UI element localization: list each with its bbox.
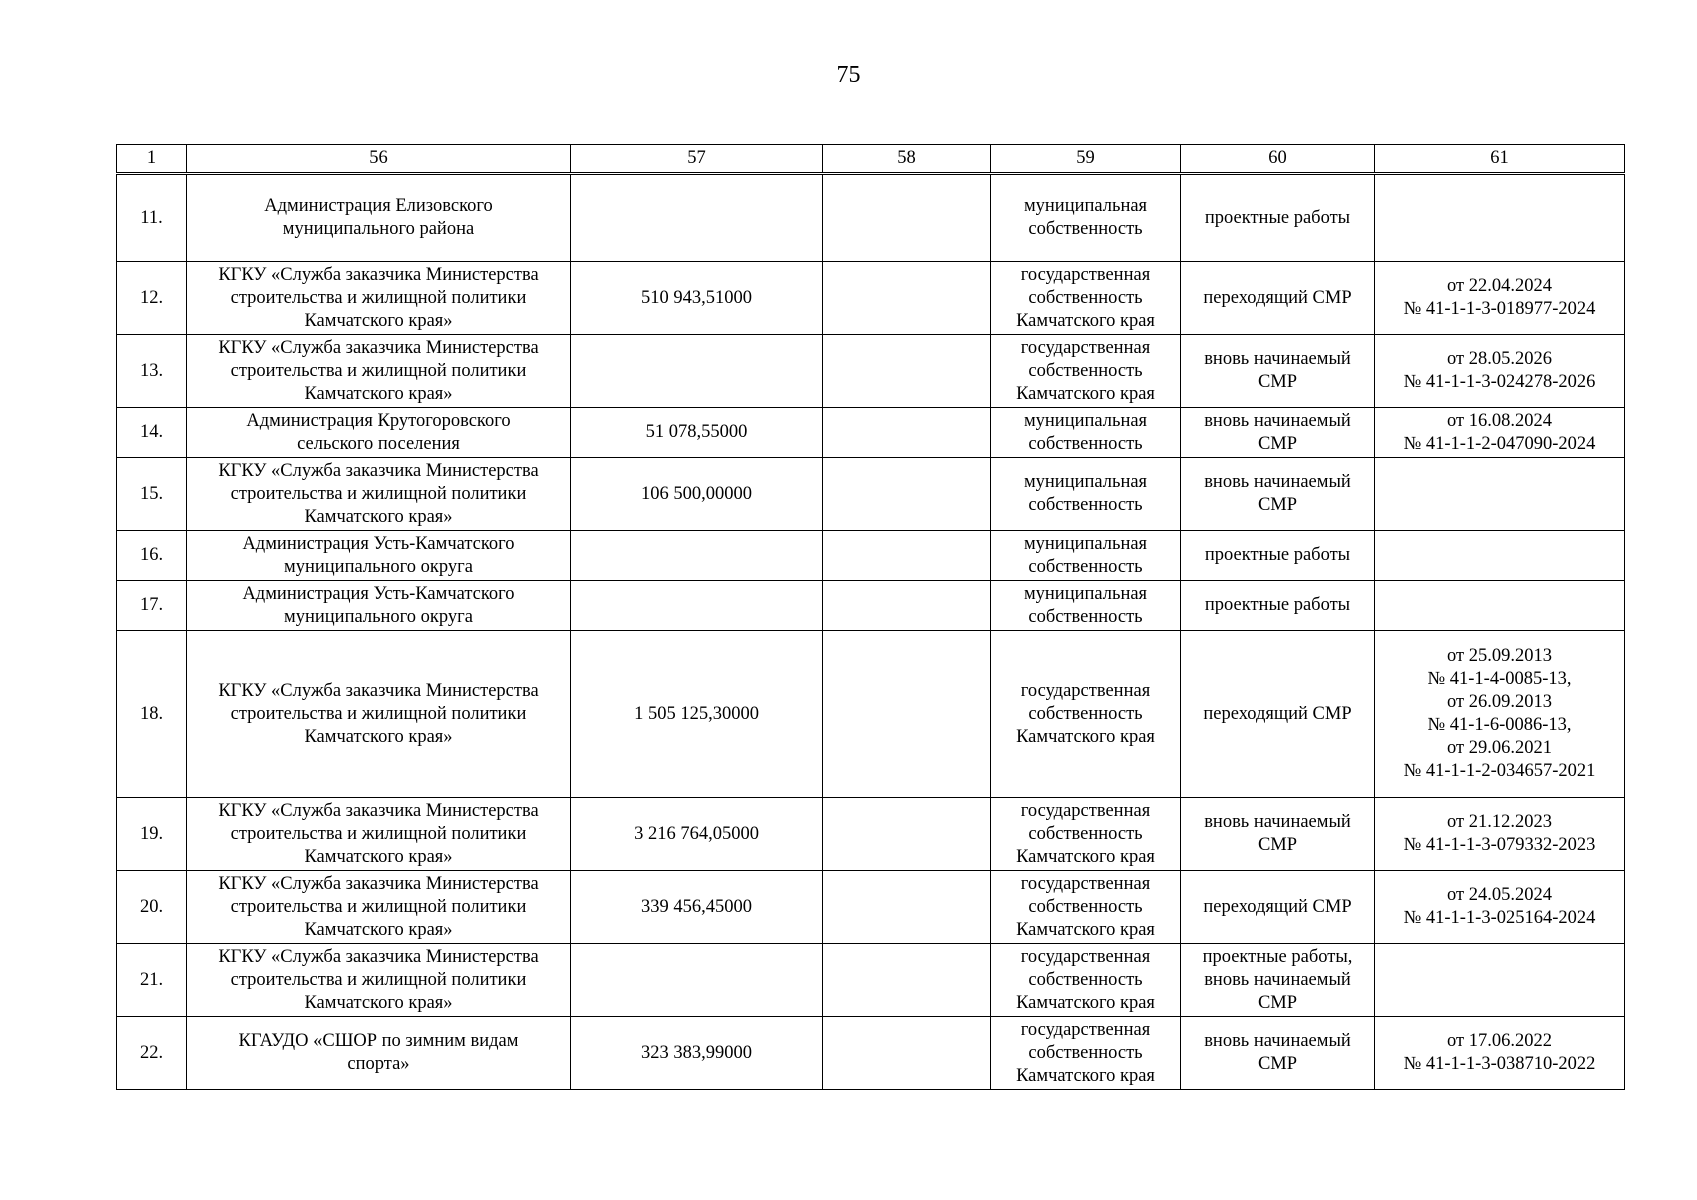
permit-cell — [1375, 262, 1625, 335]
organization-cell — [187, 262, 571, 335]
organization-cell-line: КГКУ «Служба заказчика Министерства — [218, 873, 539, 894]
permit-cell — [1375, 408, 1625, 458]
column-header: 59 — [991, 145, 1181, 174]
row-number-cell: 12. — [117, 262, 187, 335]
organization-cell-line: строительства и жилищной политики — [230, 969, 527, 990]
ownership-cell-line: собственность — [1028, 896, 1143, 917]
work-type-cell-line: СМР — [1257, 433, 1298, 454]
organization-cell-line: строительства и жилищной политики — [230, 287, 527, 308]
permit-cell-line: № 41-1-1-3-024278-2026 — [1403, 372, 1596, 392]
column-58-cell — [823, 944, 991, 1017]
organization-cell-line: спорта» — [347, 1054, 410, 1074]
organization-cell — [187, 581, 571, 631]
column-header: 61 — [1375, 145, 1625, 174]
organization-cell-line: Камчатского края» — [304, 992, 453, 1013]
amount-cell: 3 216 764,05000 — [571, 798, 823, 871]
amount-cell — [571, 581, 823, 631]
work-type-cell-line: вновь начинаемый — [1204, 1031, 1351, 1051]
organization-cell-line: строительства и жилищной политики — [230, 896, 527, 917]
table-row — [117, 581, 1625, 631]
column-58-cell — [823, 458, 991, 531]
header-row — [117, 145, 1625, 174]
organization-cell — [187, 798, 571, 871]
organization-cell-line: КГКУ «Служба заказчика Министерства — [218, 946, 539, 967]
permit-cell — [1375, 458, 1625, 531]
organization-cell-line: Камчатского края» — [304, 846, 453, 867]
permit-cell-line: от 22.04.2024 — [1447, 276, 1552, 296]
work-type-cell — [1181, 458, 1375, 531]
permit-cell-line: от 29.06.2021 — [1447, 738, 1552, 758]
column-58-cell — [823, 531, 991, 581]
organization-cell-line: Администрация Елизовского — [264, 196, 493, 216]
permit-cell-line: № 41-1-1-3-038710-2022 — [1403, 1054, 1596, 1074]
organization-cell — [187, 1017, 571, 1090]
table-row — [117, 944, 1625, 1017]
ownership-cell-line: государственная — [1020, 946, 1151, 967]
organization-cell — [187, 631, 571, 798]
organization-cell-line: Администрация Крутогоровского — [246, 410, 511, 431]
work-type-cell-line: вновь начинаемый — [1204, 349, 1351, 369]
work-type-cell — [1181, 174, 1375, 262]
ownership-cell-line: собственность — [1028, 360, 1143, 381]
row-number-cell: 20. — [117, 871, 187, 944]
ownership-cell-line: муниципальная — [1023, 533, 1148, 554]
row-number-cell: 16. — [117, 531, 187, 581]
amount-cell: 339 456,45000 — [571, 871, 823, 944]
ownership-cell-line: муниципальная — [1023, 196, 1148, 216]
table-row — [117, 335, 1625, 408]
amount-cell — [571, 531, 823, 581]
table-row — [117, 631, 1625, 798]
column-58-cell — [823, 798, 991, 871]
organization-cell-line: Камчатского края» — [304, 383, 453, 404]
organization-cell-line: Камчатского края» — [304, 506, 453, 527]
permit-cell-line: от 16.08.2024 — [1447, 410, 1552, 431]
ownership-cell — [991, 458, 1181, 531]
organization-cell-line: КГАУДО «СШОР по зимним видам — [238, 1031, 519, 1051]
permit-cell-line: № 41-1-1-3-018977-2024 — [1403, 299, 1596, 319]
ownership-cell-line: собственность — [1028, 606, 1143, 627]
table-body — [117, 174, 1625, 1090]
organization-cell-line: строительства и жилищной политики — [230, 483, 527, 504]
ownership-cell-line: собственность — [1028, 823, 1143, 844]
work-type-cell — [1181, 871, 1375, 944]
permit-cell-line: от 21.12.2023 — [1447, 812, 1552, 832]
ownership-cell-line: государственная — [1020, 264, 1151, 285]
organization-cell — [187, 531, 571, 581]
ownership-cell-line: муниципальная — [1023, 472, 1148, 492]
work-type-cell — [1181, 581, 1375, 631]
amount-cell — [571, 335, 823, 408]
row-number-cell: 11. — [117, 174, 187, 262]
table-row — [117, 1017, 1625, 1090]
amount-cell: 323 383,99000 — [571, 1017, 823, 1090]
ownership-cell-line: Камчатского края — [1016, 383, 1155, 404]
amount-cell — [571, 174, 823, 262]
work-type-cell-line: переходящий СМР — [1203, 703, 1352, 724]
column-header: 56 — [187, 145, 571, 174]
ownership-cell — [991, 944, 1181, 1017]
permit-cell — [1375, 631, 1625, 798]
work-type-cell — [1181, 408, 1375, 458]
work-type-cell-line: переходящий СМР — [1203, 896, 1352, 917]
ownership-cell-line: собственность — [1028, 1042, 1143, 1063]
permit-cell-line: № 41-1-1-3-025164-2024 — [1403, 908, 1596, 928]
amount-cell: 51 078,55000 — [571, 408, 823, 458]
permit-cell — [1375, 581, 1625, 631]
ownership-cell — [991, 408, 1181, 458]
ownership-cell — [991, 581, 1181, 631]
amount-cell: 106 500,00000 — [571, 458, 823, 531]
ownership-cell — [991, 871, 1181, 944]
permit-cell — [1375, 798, 1625, 871]
work-type-cell-line: переходящий СМР — [1203, 287, 1352, 308]
table-row — [117, 262, 1625, 335]
ownership-cell — [991, 335, 1181, 408]
work-type-cell — [1181, 531, 1375, 581]
permit-cell-line: № 41-1-1-3-079332-2023 — [1403, 835, 1596, 855]
row-number-cell: 18. — [117, 631, 187, 798]
ownership-cell — [991, 1017, 1181, 1090]
permit-cell-line: № 41-1-1-2-047090-2024 — [1403, 433, 1596, 454]
permit-cell — [1375, 944, 1625, 1017]
ownership-cell-line: Камчатского края — [1016, 992, 1155, 1013]
organization-cell-line: Камчатского края» — [304, 310, 453, 331]
organization-cell — [187, 944, 571, 1017]
ownership-cell-line: Камчатского края — [1016, 310, 1155, 331]
work-type-cell-line: проектные работы, — [1202, 946, 1353, 967]
work-type-cell — [1181, 262, 1375, 335]
work-type-cell-line: вновь начинаемый — [1204, 410, 1351, 431]
ownership-cell-line: собственность — [1028, 219, 1143, 239]
permit-cell-line: от 25.09.2013 — [1447, 646, 1552, 666]
column-header: 58 — [823, 145, 991, 174]
ownership-cell — [991, 531, 1181, 581]
amount-cell: 1 505 125,30000 — [571, 631, 823, 798]
organization-cell-line: муниципального района — [282, 219, 475, 239]
ownership-cell-line: Камчатского края — [1016, 846, 1155, 867]
work-type-cell-line: вновь начинаемый — [1204, 969, 1351, 990]
work-type-cell-line: вновь начинаемый — [1204, 472, 1351, 492]
row-number-cell: 19. — [117, 798, 187, 871]
work-type-cell-line: проектные работы — [1204, 595, 1351, 615]
organization-cell — [187, 408, 571, 458]
ownership-cell-line: Камчатского края — [1016, 726, 1155, 747]
permit-cell-line: от 28.05.2026 — [1447, 349, 1552, 369]
work-type-cell-line: СМР — [1257, 495, 1298, 515]
ownership-cell-line: собственность — [1028, 969, 1143, 990]
permit-cell — [1375, 1017, 1625, 1090]
column-header: 1 — [117, 145, 187, 174]
ownership-cell-line: Камчатского края — [1016, 1065, 1155, 1086]
ownership-cell-line: Камчатского края — [1016, 919, 1155, 940]
organization-cell-line: Камчатского края» — [304, 726, 453, 747]
work-type-cell-line: проектные работы — [1204, 207, 1351, 228]
ownership-cell-line: государственная — [1020, 680, 1151, 701]
work-type-cell — [1181, 631, 1375, 798]
permit-cell-line: от 17.06.2022 — [1447, 1031, 1552, 1051]
ownership-cell-line: собственность — [1028, 287, 1143, 308]
work-type-cell — [1181, 335, 1375, 408]
row-number-cell: 21. — [117, 944, 187, 1017]
column-header: 57 — [571, 145, 823, 174]
ownership-cell-line: собственность — [1028, 495, 1143, 515]
table-row — [117, 871, 1625, 944]
ownership-cell-line: собственность — [1028, 433, 1143, 454]
data-table — [116, 144, 1625, 1090]
row-number-cell: 14. — [117, 408, 187, 458]
permit-cell — [1375, 871, 1625, 944]
organization-cell-line: строительства и жилищной политики — [230, 360, 527, 381]
work-type-cell-line: вновь начинаемый — [1204, 812, 1351, 832]
ownership-cell-line: государственная — [1020, 873, 1151, 894]
permit-cell — [1375, 531, 1625, 581]
amount-cell — [571, 944, 823, 1017]
work-type-cell-line: СМР — [1257, 1054, 1298, 1074]
organization-cell — [187, 335, 571, 408]
permit-cell-line: № 41-1-6-0086-13, — [1427, 715, 1572, 735]
column-58-cell — [823, 335, 991, 408]
organization-cell-line: КГКУ «Служба заказчика Министерства — [218, 264, 539, 285]
permit-cell-line: от 26.09.2013 — [1447, 692, 1552, 712]
column-58-cell — [823, 581, 991, 631]
table-row — [117, 531, 1625, 581]
permit-cell-line: от 24.05.2024 — [1447, 885, 1552, 905]
row-number-cell: 17. — [117, 581, 187, 631]
table-row — [117, 408, 1625, 458]
column-58-cell — [823, 408, 991, 458]
ownership-cell-line: государственная — [1020, 1019, 1151, 1040]
row-number-cell: 13. — [117, 335, 187, 408]
permit-cell — [1375, 174, 1625, 262]
organization-cell-line: Администрация Усть-Камчатского — [242, 533, 515, 554]
ownership-cell — [991, 262, 1181, 335]
organization-cell-line: КГКУ «Служба заказчика Министерства — [218, 460, 539, 481]
ownership-cell-line: муниципальная — [1023, 410, 1148, 431]
organization-cell-line: муниципального округа — [284, 606, 473, 627]
organization-cell — [187, 174, 571, 262]
column-58-cell — [823, 174, 991, 262]
work-type-cell-line: СМР — [1257, 835, 1298, 855]
organization-cell-line: муниципального округа — [284, 556, 473, 577]
organization-cell-line: строительства и жилищной политики — [230, 823, 527, 844]
organization-cell — [187, 871, 571, 944]
ownership-cell-line: государственная — [1020, 800, 1151, 821]
organization-cell — [187, 458, 571, 531]
organization-cell-line: КГКУ «Служба заказчика Министерства — [218, 337, 539, 358]
organization-cell-line: сельского поселения — [297, 433, 460, 454]
ownership-cell-line: собственность — [1028, 703, 1143, 724]
organization-cell-line: Администрация Усть-Камчатского — [242, 583, 515, 604]
ownership-cell — [991, 798, 1181, 871]
permit-cell-line: № 41-1-4-0085-13, — [1427, 669, 1572, 689]
table-row — [117, 458, 1625, 531]
ownership-cell — [991, 631, 1181, 798]
work-type-cell — [1181, 798, 1375, 871]
ownership-cell-line: государственная — [1020, 337, 1151, 358]
ownership-cell — [991, 174, 1181, 262]
amount-cell: 510 943,51000 — [571, 262, 823, 335]
column-58-cell — [823, 631, 991, 798]
column-58-cell — [823, 1017, 991, 1090]
ownership-cell-line: собственность — [1028, 556, 1143, 577]
ownership-cell-line: муниципальная — [1023, 583, 1148, 604]
work-type-cell — [1181, 1017, 1375, 1090]
column-header: 60 — [1181, 145, 1375, 174]
work-type-cell — [1181, 944, 1375, 1017]
work-type-cell-line: СМР — [1257, 372, 1298, 392]
work-type-cell-line: СМР — [1257, 992, 1298, 1013]
data-table-container — [116, 144, 1624, 1090]
row-number-cell: 22. — [117, 1017, 187, 1090]
table-row — [117, 174, 1625, 262]
permit-cell-line: № 41-1-1-2-034657-2021 — [1403, 761, 1596, 781]
work-type-cell-line: проектные работы — [1204, 545, 1351, 565]
page-number: 75 — [836, 62, 861, 88]
organization-cell-line: строительства и жилищной политики — [230, 703, 527, 724]
row-number-cell: 15. — [117, 458, 187, 531]
permit-cell — [1375, 335, 1625, 408]
column-58-cell — [823, 871, 991, 944]
organization-cell-line: КГКУ «Служба заказчика Министерства — [218, 800, 539, 821]
table-row — [117, 798, 1625, 871]
column-58-cell — [823, 262, 991, 335]
organization-cell-line: КГКУ «Служба заказчика Министерства — [218, 680, 539, 701]
organization-cell-line: Камчатского края» — [304, 919, 453, 940]
